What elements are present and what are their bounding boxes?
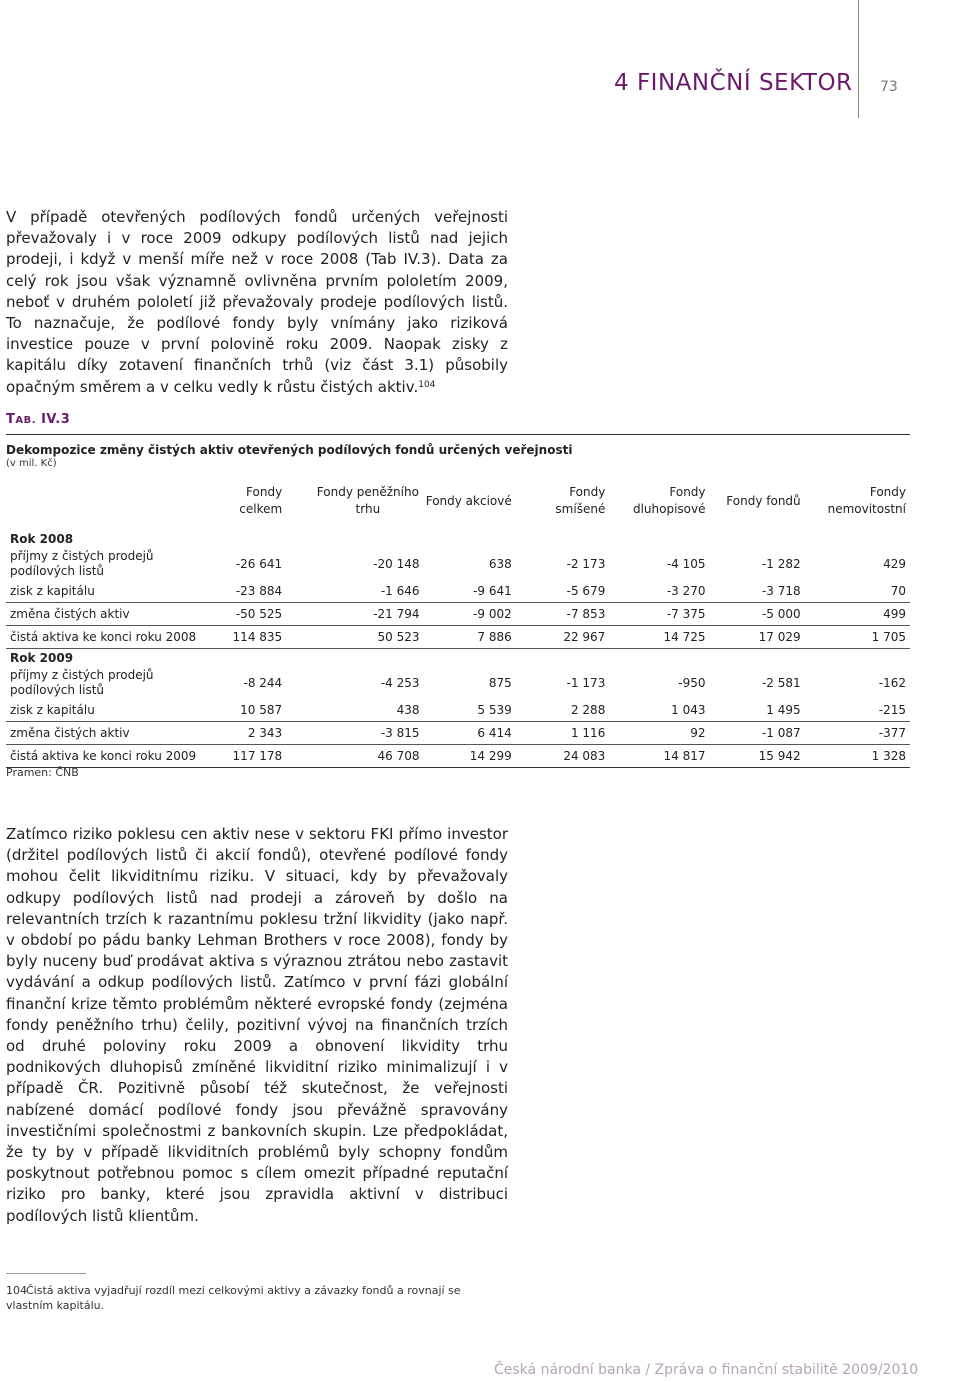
table-header-row [6,472,910,530]
col-header: Fondy smíšené [555,485,606,516]
table-row: zisk z kapitálu 10 587 438 5 539 2 288 1 043 1 495 -215 [6,699,910,722]
section-row: Rok 2009 [10,650,74,665]
section-row: Rok 2008 [10,531,74,546]
col-header: Fondy fondů [726,493,801,508]
table-row: čistá aktiva ke konci roku 2008 114 835 50 523 7 886 22 967 14 725 17 029 1 705 [6,626,910,649]
page-footer: Česká národní banka / Zpráva o finanční stabilitě 2009/2010 [494,1362,919,1378]
col-header: Fondy peněžního trhu [316,485,419,516]
table-source: Pramen: ČNB [6,766,79,779]
table-row: příjmy z čistých prodejů podílových listů -8 244 -4 253 875 -1 173 -950 -2 581 -162 [10,668,906,697]
col-header: Fondy celkem [239,485,283,516]
footnote-ref[interactable]: 104 [418,379,436,390]
table-row: změna čistých aktiv 2 343 -3 815 6 414 1 116 92 -1 087 -377 [6,722,910,745]
col-header: Fondy akciové [425,493,512,508]
footnote-number: 104 [6,1284,27,1297]
header-divider [858,0,859,118]
table-row: změna čistých aktiv -50 525 -21 794 -9 002 -7 853 -7 375 -5 000 499 [6,603,910,626]
table-row: příjmy z čistých prodejů podílových listů -26 641 -20 148 638 -2 173 -4 105 -1 282 429 [10,549,906,578]
data-table [6,472,910,768]
table-row: čistá aktiva ke konci roku 2009 117 178 46 708 14 299 24 083 14 817 15 942 1 328 [6,745,910,768]
main-paragraph: Zatímco riziko poklesu cen aktiv nese v sektoru FKI přímo investor (držitel podílových listů či akcií fondů), otevřené podílové fondy mohou čelit likviditnímu riziku. V situaci, kdy by převažovaly odkupy podílových listů nad prodeji a zároveň by došlo na relevantních trzích k razantnímu poklesu tržní likvidity (jako např. v období po pádu banky Lehman Brothers v roce 2008), fondy by byly nuceny buď prodávat aktiva s výraznou ztrátou nebo zastavit vydávání a odkup podílových listů. Zatímco v první fázi globální finanční krize těmto problémům některé evropské fondy (zejména fondy peněžního trhu) čelily, pozitivní vývoj na finančních trzích od druhé poloviny roku 2009 a obnovení likvidity trhu podnikových dluhopisů zmíněné likviditní riziko minimalizují i v případě ČR. Pozitivně působí též skutečnost, že veřejnosti nabízené domácí podílové fondy jsou převážně spravovány investičními společnostmi z bankovních skupin. Lze předpokládat, že ty by v případě likviditních problémů byly schopny fondům poskytnout potřebnou pomoc s cílem omezit případné reputační riziko pro banky, které jsou zpravidla aktivní v distribuci podílových listů klientům. [6,825,508,1225]
footnote [6,1283,510,1313]
footnote-rule [6,1273,86,1274]
page-number: 73 [880,79,898,95]
table-row: zisk z kapitálu -23 884 -1 646 -9 641 -5 679 -3 270 -3 718 70 [6,580,910,603]
col-header: Fondy nemovitostní [827,485,906,516]
table-top-rule [6,434,910,435]
section-title: 4 FINANČNÍ SEKTOR [614,70,853,96]
table-title: Dekompozice změny čistých aktiv otevřených podílových fondů určených veřejnosti [6,443,573,457]
table-unit: (v mil. Kč) [6,458,57,469]
intro-paragraph [6,207,508,398]
table-label: TAB. IV.3 [6,412,71,427]
intro-text: V případě otevřených podílových fondů určených veřejnosti převažovaly i v roce 2009 odkupy podílových listů nad jejich prodeji, i když v menší míře než v roce 2008 (Tab IV.3). Data za celý rok jsou však významně ovlivněna prvním pololetím 2009, neboť v druhém pololetí již převažovaly prodeje podílových listů. To naznačuje, že podílové fondy byly vnímány jako riziková investice pouze v první polovině roku 2009. Naopak zisky z kapitálu díky zotavení finančních trhů (viz část 3.1) působily opačným směrem a v celku vedly k růstu čistých aktiv. [6,208,508,396]
footnote-text: Čistá aktiva vyjadřují rozdíl mezi celkovými aktivy a závazky fondů a rovnají se vlastním kapitálu. [6,1284,461,1312]
col-header: Fondy dluhopisové [632,485,706,516]
